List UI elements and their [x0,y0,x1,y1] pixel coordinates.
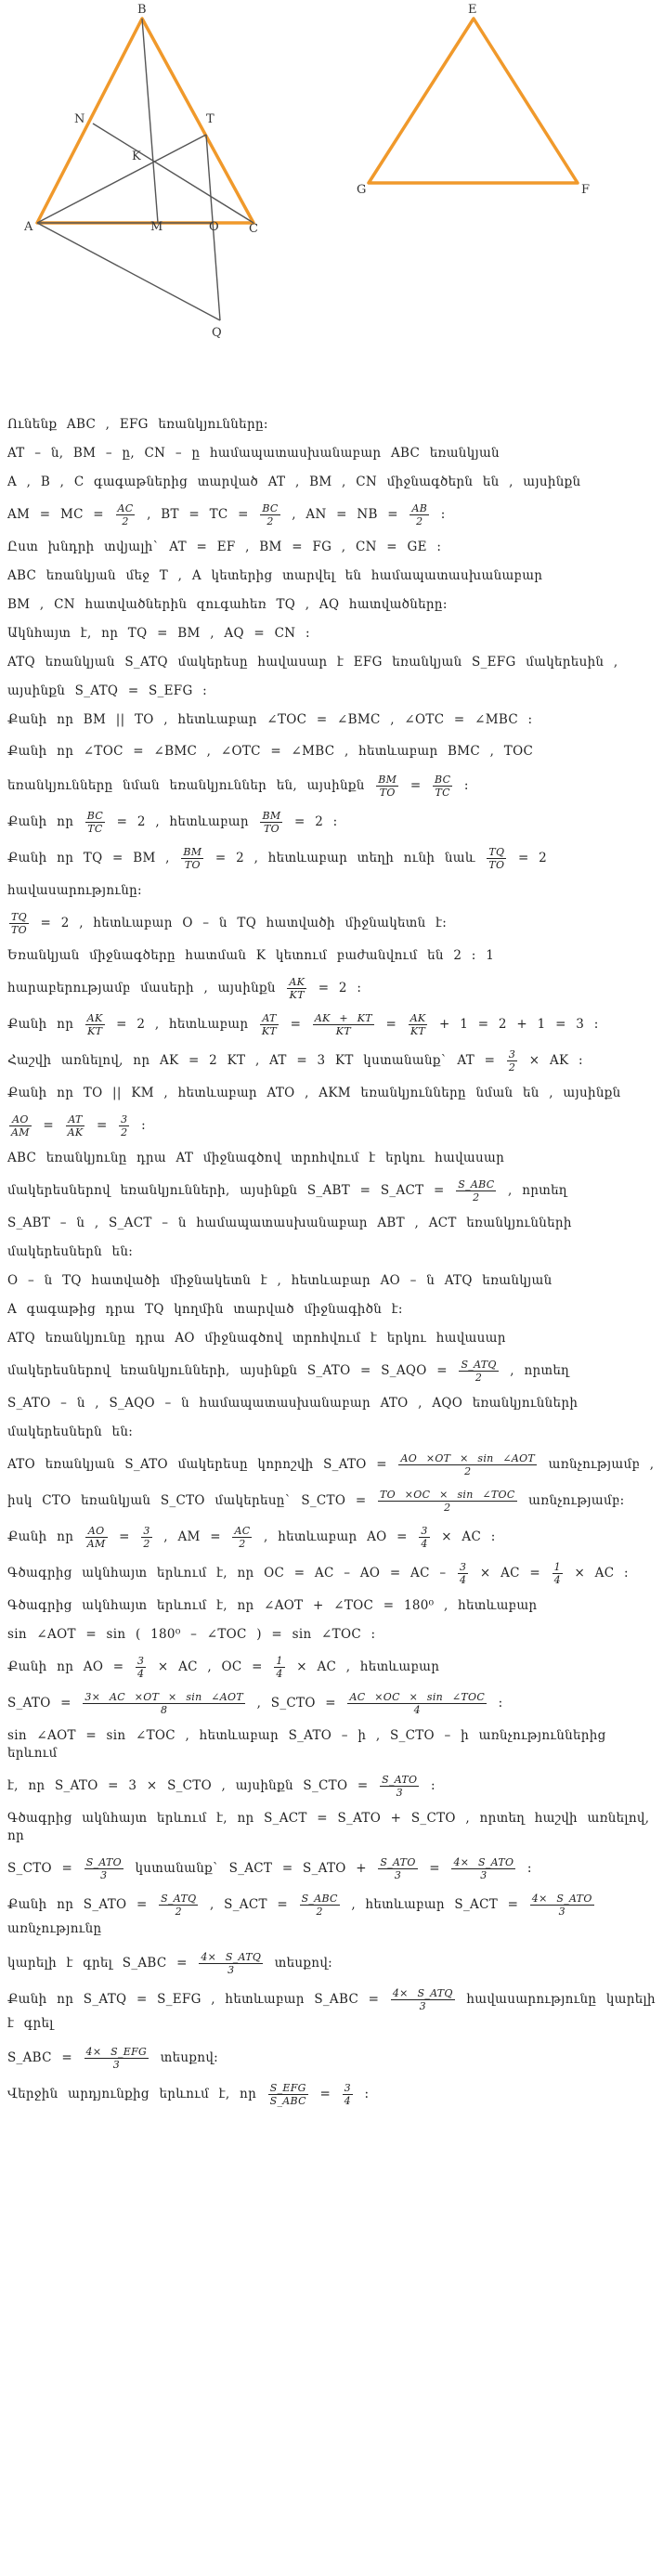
proof-line [7,1987,657,2035]
fraction-denominator: TO [379,787,396,799]
median-cn [93,124,254,223]
fraction [300,1893,340,1918]
fraction-denominator: 3 [480,1869,488,1881]
text-run: = 2 , հետևաբար O – ն TQ հատվածի միջնակետն է: [30,916,448,930]
proof-line [7,1215,657,1232]
proof-line [7,567,657,585]
fraction-denominator: 3 [112,2059,120,2071]
geometry-figure [0,0,663,371]
fraction-denominator: 2 [473,1191,480,1203]
fraction [378,1856,417,1881]
label-K: K [132,150,141,163]
fraction [84,2046,150,2071]
text-run: = [32,1118,64,1133]
fraction-denominator: AM [11,1126,30,1138]
fraction-numerator: AT [66,1113,85,1126]
fraction-numerator: BC [435,774,451,786]
fraction [181,846,203,871]
text-run: , S_ACT = [200,1897,298,1912]
median-at [37,135,206,223]
proof-line [7,1597,657,1615]
proof-line [7,1856,657,1881]
fraction-numerator: 4× S_ATO [531,1893,592,1905]
text-run: Քանի որ AO = [7,1659,134,1674]
median-bm [142,19,158,223]
text-run: կստանանք` S_ACT = S_ATO + [124,1861,377,1876]
fraction [84,1856,124,1881]
fraction-denominator: AK [67,1126,84,1138]
text-run: մակերեսներն են: [7,1425,134,1439]
fraction-numerator: 3 [121,1113,128,1125]
fraction-denominator: TO [263,823,280,835]
fraction [398,1452,537,1477]
text-run: Ակնհայտ է, որ TQ = BM , AQ = CN : [7,626,310,641]
fraction-numerator: AK [289,976,306,988]
proof-line [7,416,657,434]
proof-text [7,416,657,2118]
text-run: , որտեղ [500,1363,570,1378]
fraction-denominator: 4 [344,2095,351,2107]
fraction-numerator: 3 [459,1561,467,1573]
proof-line [7,1691,657,1716]
text-run: Քանի որ [7,814,84,829]
proof-line [7,1893,657,1940]
proof-line [7,1951,657,1976]
fraction-denominator: 2 [416,515,423,527]
fraction [343,2082,353,2107]
text-run: sin ∠AOT = sin ( 180⁰ – ∠TOC ) = sin ∠TOC : [7,1627,376,1642]
segment-aq [37,223,220,320]
fraction-denominator: 3 [419,2000,426,2012]
fraction-numerator: AB [411,502,428,514]
text-run: մակերեսներն են: [7,1244,134,1259]
proof-line [7,740,657,762]
proof-line [7,1085,657,1102]
fraction-denominator: 4 [137,1668,145,1680]
text-run: Ունենք ABC , EFG եռանկյունները: [7,417,268,432]
text-run: Քանի որ S_ATO = [7,1897,158,1912]
fraction-denominator: KT [410,1025,426,1037]
text-run: ATO եռանկյան S_ATO մակերեսը կորոշվի S_ATO = [7,1457,397,1472]
text-run: = [375,1017,407,1032]
triangle-efg [369,19,578,183]
fraction-denominator: 4 [421,1538,428,1550]
text-run: = [309,2087,341,2101]
text-run: : [454,778,469,793]
text-run: տեսքով: [265,1956,332,1971]
fraction-numerator: BC [262,502,279,514]
text-run: × AC , OC = [148,1659,273,1674]
proof-line [7,1810,657,1845]
fraction-denominator: 3 [558,1906,566,1918]
fraction-numerator: 3 [421,1525,428,1537]
text-run: , S_CTO = [247,1696,346,1711]
proof-line [7,1178,657,1203]
fraction-numerator: 4× S_EFG [85,2046,148,2058]
text-run: Քանի որ TO || KM , հետևաբար ATO , AKM եռանկյունները նման են , այսինքն [7,1086,621,1100]
fraction-denominator: KT [261,1025,278,1037]
label-F: F [581,183,591,197]
text-run: × AC : [431,1529,496,1544]
fraction-denominator: 8 [161,1704,168,1716]
text-run: : [431,507,446,522]
text-run: Քանի որ [7,1529,84,1544]
text-run: ATQ եռանկյունը դրա AO միջնագծով տրոհվում է երկու հավասար [7,1331,506,1346]
text-run: մակերեսներով եռանկյունների, այսինքն S_ABT = S_ACT = [7,1183,455,1198]
text-run: AT – ն, BM – ը, CN – ը համապատասխանաբար ABC եռանկյան [7,446,500,461]
proof-line [7,810,657,835]
fraction [268,2082,308,2107]
fraction-numerator: AC [117,502,134,514]
fraction-numerator: S_ATQ [461,1359,497,1371]
fraction [116,502,136,527]
fraction [83,1691,245,1716]
fraction-denominator: S_ABC [269,2095,306,2107]
text-run: × AC = [470,1566,551,1581]
label-O: O [209,220,219,234]
proof-line [7,2046,657,2071]
proof-line [7,1424,657,1441]
text-run: Գծագրից ակնհայտ երևում է, որ ∠AOT + ∠TOC = 180⁰ , հետևաբար [7,1598,538,1613]
fraction-denominator: 4 [276,1668,283,1680]
fraction-numerator: 3 [344,2082,351,2094]
text-run: այսինքն S_ATQ = S_EFG : [7,683,208,698]
text-run: S_ABT – ն , S_ACT – ն համապատասխանաբար ABT , ACT եռանկյունների [7,1216,572,1230]
proof-line [7,1150,657,1167]
text-run: հավասարությունը: [7,883,142,898]
fraction-numerator: TQ [11,911,27,923]
fraction-denominator: 2 [316,1906,323,1918]
fraction [136,1655,146,1680]
text-run: Հաշվի առնելով, որ AK = 2 KT , AT = 3 KT կստանանք` AT = [7,1053,505,1068]
text-run: , AM = [153,1529,231,1544]
text-run: առնչությամբ , [539,1457,655,1472]
fraction [85,1012,105,1037]
fraction [391,1987,455,2012]
label-G: G [357,183,367,197]
proof-line [7,1727,657,1763]
text-run: Քանի որ BM || TO , հետևաբար ∠TOC = ∠BMC , ∠OTC = ∠MBC : [7,712,533,727]
proof-line [7,882,657,900]
fraction-numerator: 3 [137,1655,145,1667]
fraction [199,1951,263,1976]
fraction-denominator: 2 [122,515,129,527]
fraction-denominator: 2 [444,1502,451,1514]
proof-line [7,1452,657,1477]
text-run: = 2 : [284,814,338,829]
label-B: B [137,3,147,17]
proof-line [7,625,657,643]
text-run: : [131,1118,146,1133]
proof-line [7,1525,657,1550]
text-run: BM , CN հատվածներին զուգահեռ TQ , AQ հատվածները: [7,597,448,612]
text-run: = 2 , հետևաբար [106,1017,258,1032]
fraction [313,1012,374,1037]
fraction-numerator: 4× S_ATQ [392,1987,453,1999]
fraction [433,774,452,799]
fraction-numerator: BM [378,774,397,786]
label-E: E [468,3,477,17]
fraction-denominator: 4 [413,1704,421,1716]
label-C: C [249,222,258,236]
text-run: առնչությամբ: [518,1493,625,1508]
text-run: Եռանկյան միջնագծերը հատման K կետում բաժանվում են 2 : 1 [7,948,495,963]
fraction [260,502,280,527]
fraction-denominator: KT [335,1025,351,1037]
fraction-denominator: KT [87,1025,103,1037]
proof-line [7,474,657,491]
fraction [380,1774,419,1799]
text-run: S_ABC = [7,2050,83,2065]
text-run: ABC եռանկյան մեջ T , A կետերից տարվել են համապատասխանաբար [7,568,543,583]
fraction-numerator: 4× S_ATO [453,1856,514,1868]
fraction-numerator: S_ATQ [161,1893,197,1905]
proof-line [7,1048,657,1073]
fraction [287,976,306,1001]
text-run: Վերջին արդյունքից երևում է, որ [7,2087,266,2101]
fraction-denominator: 3 [100,1869,108,1881]
fraction-numerator: AK [86,1012,103,1024]
fraction-numerator: AC [234,1525,251,1537]
proof-line [7,1561,657,1586]
fraction-numerator: 1 [553,1561,561,1573]
fraction [274,1655,284,1680]
text-run: sin ∠AOT = sin ∠TOC , հետևաբար S_ATO – ի , S_CTO – ի առնչություններից երևում [7,1728,606,1761]
fraction [459,1359,498,1384]
fraction [530,1893,594,1918]
text-run: առնչությունը [7,1921,102,1936]
fraction [260,1012,279,1037]
text-run: S_ATO – ն , S_AQO – ն համապատասխանաբար ATO , AQO եռանկյունների [7,1396,578,1411]
text-run: , հետևաբար AO = [254,1529,418,1544]
proof-line [7,774,657,799]
text-run: = 2 , հետևաբար [107,814,259,829]
text-run: O – ն TQ հատվածի միջնակետն է , հետևաբար AO – ն ATQ եռանկյան [7,1273,552,1288]
fraction-numerator: AO [85,1525,108,1538]
fraction-denominator: 2 [508,1061,516,1073]
proof-line [7,1626,657,1644]
fraction-numerator: 3 [508,1048,516,1060]
proof-line [7,1243,657,1261]
text-run: հավասարությունը կարելի է գրել [7,1992,656,2031]
text-run: × AC , հետևաբար [286,1659,440,1674]
fraction-denominator: TC [435,787,450,799]
label-M: M [150,220,163,234]
proof-line [7,711,657,729]
fraction-denominator: 4 [459,1574,467,1586]
fraction [458,1561,468,1586]
fraction [159,1893,198,1918]
fraction-denominator: 4 [553,1574,561,1586]
text-run: Քանի որ S_ATQ = S_EFG , հետևաբար S_ABC = [7,1992,389,2007]
proof-line [7,1655,657,1680]
text-run: Քանի որ ∠TOC = ∠BMC , ∠OTC = ∠MBC , հետևաբար BMC , TOC [7,744,534,759]
text-run: S_CTO = [7,1861,83,1876]
text-run: ABC եռանկյունը դրա AT միջնագծով տրոհվում է երկու հավասար [7,1151,505,1165]
text-run: եռանկյունները նման եռանկյուններ են, այսինքն [7,778,375,793]
fraction-numerator: S_ATO [85,1856,122,1868]
label-N: N [74,112,85,126]
proof-line [7,976,657,1001]
fraction-denominator: 3 [228,1964,235,1976]
text-run: է, որ S_ATO = 3 × S_CTO , այսինքն S_CTO = [7,1778,379,1793]
label-A: A [24,220,33,234]
proof-line [7,1301,657,1319]
text-run: + 1 = 2 + 1 = 3 : [429,1017,599,1032]
text-run: Քանի որ [7,1017,84,1032]
proof-line [7,2082,657,2107]
fraction-numerator: BM [183,846,202,858]
fraction-numerator: 4× S_ATQ [201,1951,262,1963]
fraction-numerator: AT [260,1012,279,1025]
label-T: T [206,112,214,126]
proof-line [7,846,657,871]
fraction [507,1048,517,1073]
proof-line [7,1489,657,1514]
text-run: Քանի որ TQ = BM , [7,851,180,865]
fraction [456,1178,496,1203]
fraction-numerator: AK + KT [314,1012,372,1024]
text-run: = [419,1861,450,1876]
text-run: = 2 , հետևաբար տեղի ունի նաև [205,851,486,865]
proof-line [7,1395,657,1412]
fraction-numerator: BC [86,810,104,822]
fraction-numerator: AO [9,1113,32,1126]
proof-line [7,1113,657,1138]
text-run: Գծագրից ակնհայտ երևում է, որ S_ACT = S_ATO + S_CTO , որտեղ հաշվի առնելով, որ [7,1811,650,1843]
fraction-denominator: 2 [464,1465,472,1477]
text-run: = [280,1017,311,1032]
fraction-denominator: 3 [396,1787,403,1799]
text-run: , հետևաբար S_ACT = [341,1897,528,1912]
text-run: = [86,1118,118,1133]
text-run: Ըստ խնդրի տվյալի` AT = EF , BM = FG , CN = GE : [7,540,442,554]
fraction [119,1113,129,1138]
proof-line [7,1012,657,1037]
proof-line [7,1330,657,1347]
fraction [9,911,29,936]
text-run: , BT = TC = [136,507,259,522]
fraction [378,1489,517,1514]
fraction-numerator: S_ATO [382,1774,418,1786]
proof-line [7,539,657,556]
text-run: A գագաթից դրա TQ կողմին տարված միջնագիծն է: [7,1302,403,1317]
fraction [260,810,282,835]
fraction [376,774,398,799]
fraction-denominator: TO [184,859,201,871]
fraction [419,1525,429,1550]
fraction-denominator: 2 [121,1126,128,1138]
fraction-denominator: TO [11,924,27,936]
text-run: իսկ CTO եռանկյան S_CTO մակերեսը` S_CTO = [7,1493,377,1508]
fraction-numerator: AC ×OC × sin ∠TOC [349,1691,486,1703]
fraction-denominator: 2 [175,1906,182,1918]
fraction [9,1113,32,1138]
fraction-denominator: TO [488,859,505,871]
text-run: : [488,1696,503,1711]
fraction-denominator: 2 [266,515,274,527]
fraction-denominator: KT [289,989,305,1001]
proof-line [7,1774,657,1799]
proof-line [7,445,657,462]
proof-line [7,947,657,965]
fraction-numerator: AO ×OT × sin ∠AOT [400,1452,536,1464]
proof-line [7,596,657,614]
proof-line [7,683,657,700]
fraction-numerator: S_ATO [380,1856,416,1868]
text-run: : [421,1778,436,1793]
proof-line [7,1272,657,1290]
text-run: հարաբերությամբ մասերի , այսինքն [7,981,286,995]
proof-line [7,654,657,671]
fraction-denominator: 2 [143,1538,150,1550]
fraction-numerator: S_ABC [458,1178,495,1190]
text-run: մակերեսներով եռանկյունների, այսինքն S_ATO = S_AQO = [7,1363,458,1378]
fraction [85,810,105,835]
text-run: = [400,778,432,793]
fraction [487,846,506,871]
text-run: AM = MC = [7,507,114,522]
text-run: S_ATO = [7,1696,82,1711]
text-run: = [109,1529,140,1544]
fraction-denominator: 2 [239,1538,246,1550]
fraction [141,1525,151,1550]
fraction [232,1525,252,1550]
fraction-numerator: S_ABC [301,1893,338,1905]
proof-line [7,502,657,527]
fraction [451,1856,515,1881]
fraction-numerator: 3 [143,1525,150,1537]
fraction [85,1525,108,1550]
fraction-denominator: AM [86,1538,106,1550]
text-run: : [354,2087,370,2101]
fraction-numerator: AK [410,1012,426,1024]
fraction-numerator: TO ×OC × sin ∠TOC [380,1489,515,1501]
fraction [552,1561,563,1586]
label-Q: Q [212,326,222,340]
fraction [66,1113,85,1138]
text-run: , AN = NB = [281,507,409,522]
fraction-numerator: 3× AC ×OT × sin ∠AOT [84,1691,244,1703]
fraction-numerator: S_EFG [268,2082,308,2095]
text-run: = 2 [508,851,548,865]
text-run: : [517,1861,532,1876]
fraction [410,502,429,527]
fraction-denominator: 2 [474,1372,483,1384]
fraction [347,1691,487,1716]
fraction-numerator: 1 [276,1655,283,1667]
fraction [409,1012,428,1037]
text-run: ATQ եռանկյան S_ATQ մակերեսը հավասար է EFG եռանկյան S_EFG մակերեսին , [7,655,618,670]
proof-line [7,911,657,936]
fraction-denominator: 3 [394,1869,402,1881]
fraction-numerator: TQ [488,846,505,858]
text-run: × AC : [564,1566,629,1581]
fraction-numerator: BM [262,810,281,822]
text-run: = 2 : [308,981,362,995]
fraction-denominator: TC [87,823,103,835]
text-run: × AK : [519,1053,583,1068]
text-run: Գծագրից ակնհայտ երևում է, որ OC = AC – AO = AC – [7,1566,456,1581]
proof-line [7,1359,657,1384]
text-run: կարելի է գրել S_ABC = [7,1956,198,1971]
text-run: տեսքով: [150,2050,218,2065]
triangle-abc [37,19,254,223]
text-run: , որտեղ [498,1183,567,1198]
text-run: A , B , C գագաթներից տարված AT , BM , CN միջնագծերն են , այսինքն [7,475,581,489]
